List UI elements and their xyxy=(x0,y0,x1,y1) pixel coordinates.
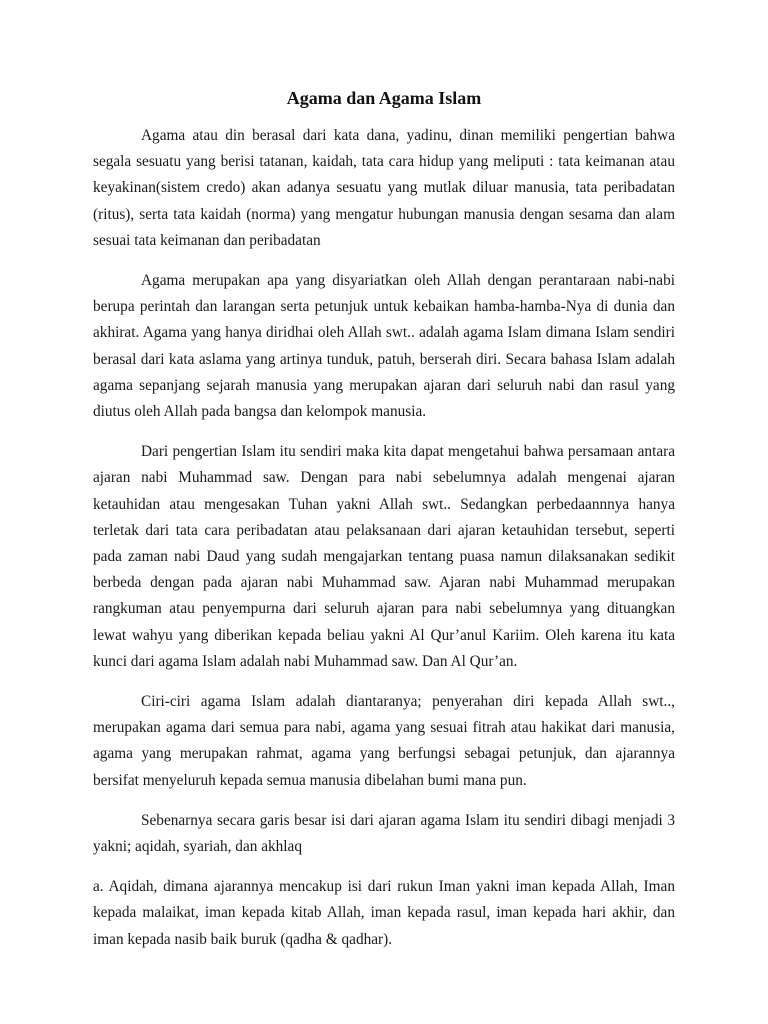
paragraph-ciri-ciri: Ciri-ciri agama Islam adalah diantaranya; penyerahan diri kepada Allah swt.., merupakan agama dari semua para nabi, agama yang sesuai fitrah atau hakikat dari manusia, agama yang merupakan rahmat, agama yang berfungsi sebagai petunjuk, dan ajarannya bersifat menyeluruh kepada semua manusia dibelahan bumi mana pun. xyxy=(93,693,675,789)
paragraph-agama-islam: Agama merupakan apa yang disyariatkan oleh Allah dengan perantaraan nabi-nabi berupa perintah dan larangan serta petunjuk untuk kebaikan hamba-hamba-Nya di dunia dan akhirat. Agama yang hanya diridhai oleh Allah swt.. adalah agama Islam dimana Islam sendiri berasal dari kata aslama yang artinya tunduk, patuh, berserah diri. Secara bahasa Islam adalah agama sepanjang sejarah manusia yang merupakan ajaran dari seluruh nabi dan rasul yang diutus oleh Allah pada bangsa dan kelompok manusia. xyxy=(93,272,675,421)
paragraph-aqidah: a. Aqidah, dimana ajarannya mencakup isi dari rukun Iman yakni iman kepada Allah, Iman kepada malaikat, iman kepada kitab Allah, iman kepada rasul, iman kepada hari akhir, dan iman kepada nasib baik buruk (qadha & qadhar). xyxy=(93,878,675,948)
paragraph-definition-agama: Agama atau din berasal dari kata dana, yadinu, dinan memiliki pengertian bahwa segala sesuatu yang berisi tatanan, kaidah, tata cara hidup yang meliputi : tata keimanan atau keyakinan(sistem credo) akan adanya sesuatu yang mutlak diluar manusia, tata peribadatan (ritus), serta tata kaidah (norma) yang mengatur hubungan manusia dengan sesama dan alam sesuai tata keimanan dan peribadatan xyxy=(93,127,675,249)
paragraph-persamaan-perbedaan: Dari pengertian Islam itu sendiri maka kita dapat mengetahui bahwa persamaan antara ajaran nabi Muhammad saw. Dengan para nabi sebelumnya adalah mengenai ajaran ketauhidan atau mengesakan Tuhan yakni Allah swt.. Sedangkan perbedaannnya hanya terletak dari tata cara peribadatan atau pelaksanaan dari ajaran ketauhidan tersebut, seperti pada zaman nabi Daud yang sudah mengajarkan tentang puasa namun dilaksanakan sedikit berbeda dengan pada ajaran nabi Muhammad saw. Ajaran nabi Muhammad merupakan rangkuman atau penyempurna dari seluruh ajaran para nabi sebelumnya yang dituangkan lewat wahyu yang diberikan kepada beliau yakni Al Qur’anul Kariim. Oleh karena itu kata kunci dari agama Islam adalah nabi Muhammad saw. Dan Al Qur’an. xyxy=(93,443,675,670)
paragraph-isi-ajaran: Sebenarnya secara garis besar isi dari ajaran agama Islam itu sendiri dibagi menjadi 3 yakni; aqidah, syariah, dan akhlaq xyxy=(93,811,675,856)
document-body xyxy=(93,123,675,967)
document-title: Agama dan Agama Islam xyxy=(286,88,482,108)
